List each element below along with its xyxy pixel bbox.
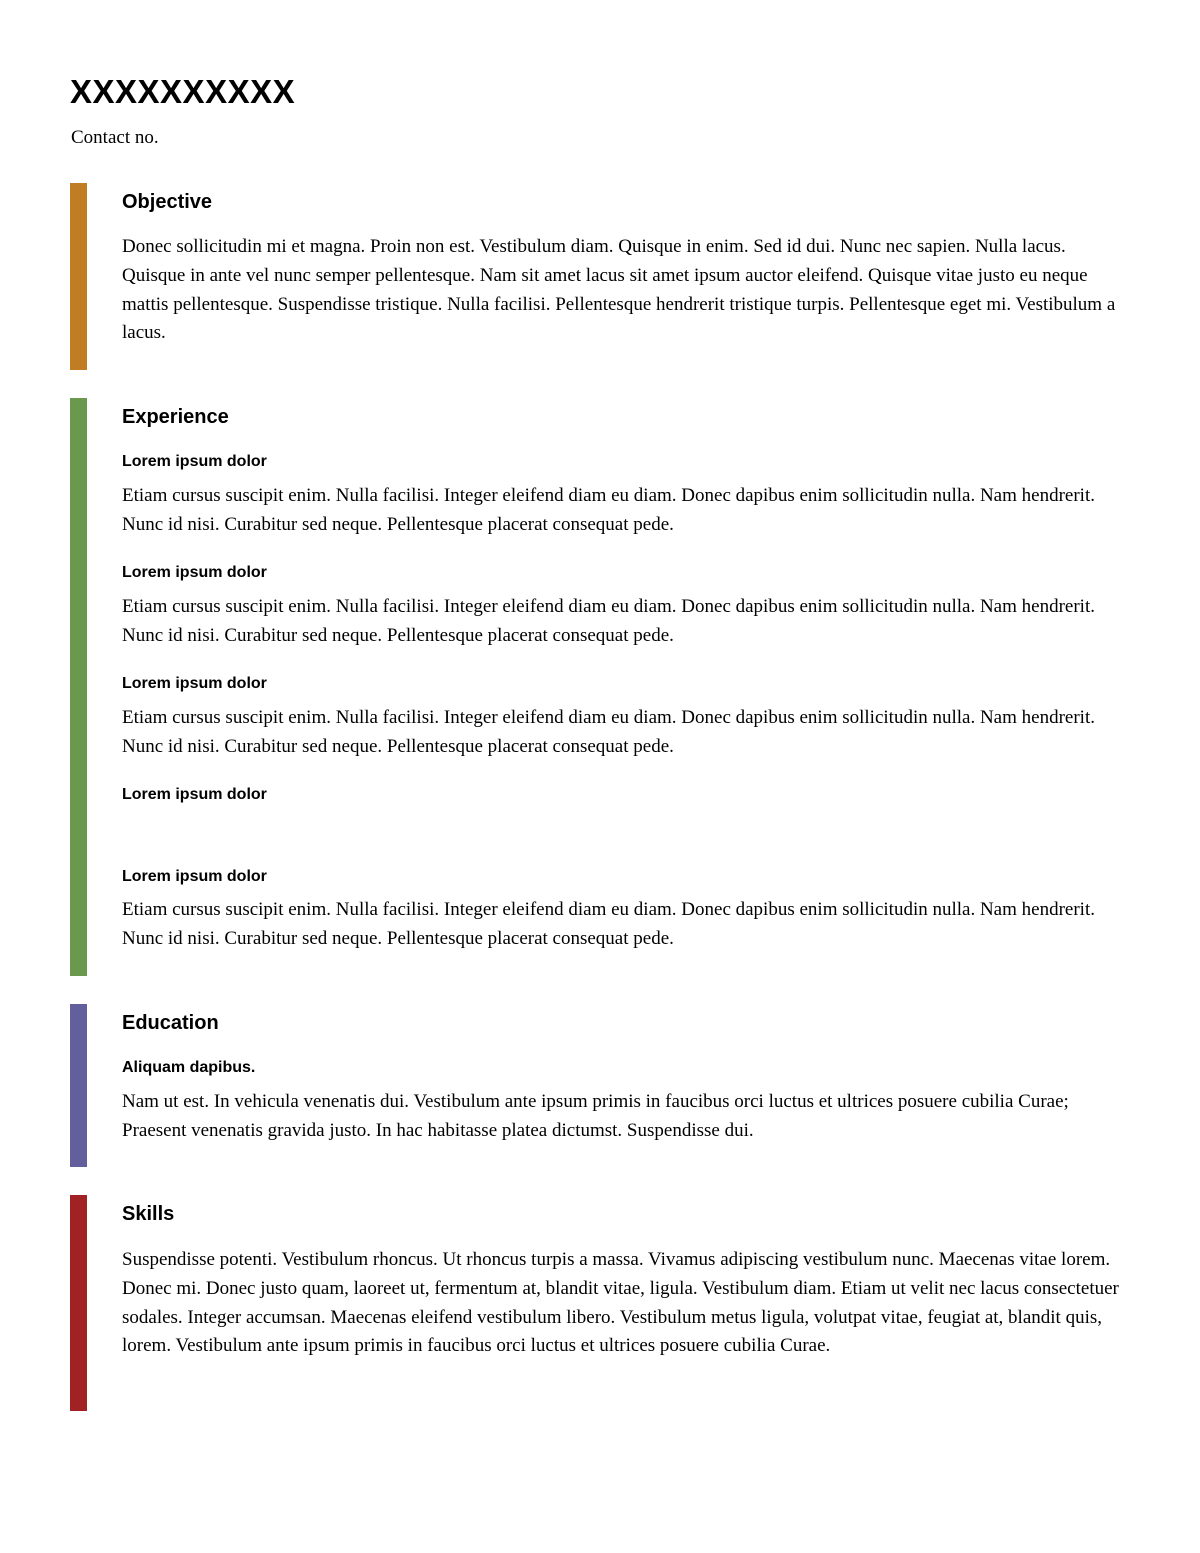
- education-item-text: Nam ut est. In vehicula venenatis dui. Vestibulum ante ipsum primis in faucibus orci luctus et ultrices posuere cubilia Curae; Praesent venenatis gravida justo. In hac habitasse platea dictumst. Suspendisse dui.: [122, 1091, 1069, 1141]
- experience-item-title: Lorem ipsum dolor: [122, 453, 267, 470]
- skills-accent-bar: [70, 1195, 87, 1411]
- education-accent-bar: [70, 1004, 87, 1167]
- skills-heading: Skills: [122, 1203, 175, 1225]
- experience-item-title: Lorem ipsum dolor: [122, 564, 267, 581]
- experience-heading: Experience: [122, 406, 229, 428]
- skills-text: Suspendisse potenti. Vestibulum rhoncus. Ut rhoncus turpis a massa. Vivamus adipiscing vestibulum nunc. Maecenas vitae lorem. Donec mi. Donec justo quam, laoreet ut, fermentum at, blandit vitae, ligula. Vestibulum diam. Etiam ut velit nec lacus consectetuer sodales. Integer accumsan. Maecenas eleifend vestibulum libero. Vestibulum metus ligula, volutpat vitae, feugiat at, blandit quis, lorem. Vestibulum ante ipsum primis in faucibus orci luctus et ultrices posuere cubilia Curae.: [122, 1249, 1119, 1357]
- experience-item-title: Lorem ipsum dolor: [122, 868, 267, 885]
- experience-item-title: Lorem ipsum dolor: [122, 786, 267, 803]
- objective-heading: Objective: [122, 191, 213, 213]
- contact-number: Contact no.: [71, 127, 159, 148]
- experience-item-text: Etiam cursus suscipit enim. Nulla facilisi. Integer eleifend diam eu diam. Donec dapibus enim sollicitudin nulla. Nam hendrerit. Nunc id nisi. Curabitur sed neque. Pellentesque placerat consequat pede.: [122, 596, 1095, 646]
- objective-section: [70, 183, 1130, 370]
- experience-item-text: Etiam cursus suscipit enim. Nulla facilisi. Integer eleifend diam eu diam. Donec dapibus enim sollicitudin nulla. Nam hendrerit. Nunc id nisi. Curabitur sed neque. Pellentesque placerat consequat pede.: [122, 707, 1095, 757]
- education-section: [70, 1004, 1130, 1167]
- skills-section: [70, 1195, 1130, 1411]
- experience-accent-bar: [70, 398, 87, 976]
- experience-section: [70, 398, 1130, 976]
- experience-item-title: Lorem ipsum dolor: [122, 675, 267, 692]
- experience-item-text: Etiam cursus suscipit enim. Nulla facilisi. Integer eleifend diam eu diam. Donec dapibus enim sollicitudin nulla. Nam hendrerit. Nunc id nisi. Curabitur sed neque. Pellentesque placerat consequat pede.: [122, 899, 1095, 949]
- objective-text: Donec sollicitudin mi et magna. Proin non est. Vestibulum diam. Quisque in enim. Sed id dui. Nunc nec sapien. Nulla lacus. Quisque in ante vel nunc semper pellentesque. Nam sit amet lacus sit amet ipsum auctor eleifend. Quisque vitae justo eu neque mattis pellentesque. Suspendisse tristique. Nulla facilisi. Pellentesque hendrerit tristique turpis. Pellentesque eget mi. Vestibulum a lacus.: [122, 236, 1116, 344]
- experience-item-text: Etiam cursus suscipit enim. Nulla facilisi. Integer eleifend diam eu diam. Donec dapibus enim sollicitudin nulla. Nam hendrerit. Nunc id nisi. Curabitur sed neque. Pellentesque placerat consequat pede.: [122, 485, 1095, 535]
- education-item-title: Aliquam dapibus.: [122, 1059, 256, 1076]
- resume-name: XXXXXXXXXX: [70, 73, 296, 110]
- education-heading: Education: [122, 1012, 219, 1034]
- objective-accent-bar: [70, 183, 87, 370]
